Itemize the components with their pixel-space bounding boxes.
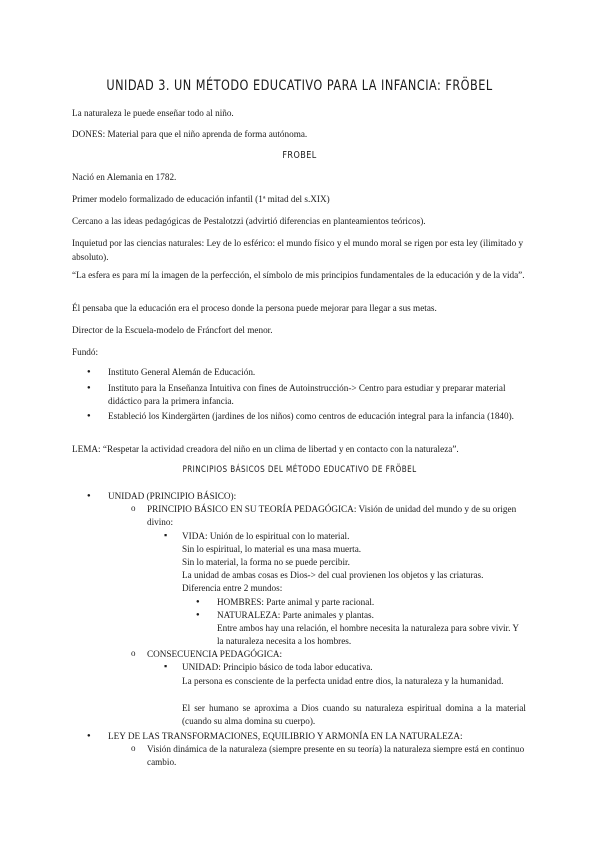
- outline-unidad: ● UNIDAD (PRINCIPIO BÁSICO):: [108, 490, 528, 503]
- naturaleza-note: Entre ambos hay una relación, el hombre necesita la naturaleza para sobre vivir. Y la naturaleza necesita a los hombres.: [217, 623, 519, 647]
- bio-line: Nació en Alemania en 1782.: [72, 172, 177, 182]
- page-title: UNIDAD 3. UN MÉTODO EDUCATIVO PARA LA INFANCIA: FRÖBEL: [106, 78, 493, 94]
- bio-line: Primer modelo formalizado de educación infantil (1ª mitad del s.XIX): [72, 194, 330, 204]
- outline-consecuencia: o CONSECUENCIA PEDAGÓGICA:: [147, 648, 527, 661]
- fundo-label: Fundó:: [72, 347, 99, 357]
- bio-line: Inquietud por las ciencias naturales: Ley de lo esférico: el mundo físico y el mundo moral se rigen por esta ley (ilimitado y absoluto).: [72, 238, 524, 262]
- vida-line: Diferencia entre 2 mundos:: [182, 583, 283, 593]
- fundo-item: ● Estableció los Kindergärten (jardines de los niños) como centros de educación integral para la infancia (1840).: [108, 410, 528, 423]
- intro-line: DONES: Material para que el niño aprenda de forma autónoma.: [72, 129, 308, 139]
- bio-line: Director de la Escuela-modelo de Fráncfort del menor.: [72, 325, 273, 335]
- vida-line: Sin lo material, la forma no se puede percibir.: [182, 557, 350, 567]
- outline-naturaleza: ● NATURALEZA: Parte animales y plantas.: [217, 609, 527, 622]
- outline-vida: ▪ VIDA: Unión de lo espiritual con lo material.: [182, 530, 522, 543]
- fundo-item: ● Instituto General Alemán de Educación.: [108, 366, 528, 379]
- outline-ley: ● LEY DE LAS TRANSFORMACIONES, EQUILIBRIO Y ARMONÍA EN LA NATURALEZA:: [108, 730, 528, 743]
- bio-line: Cercano a las ideas pedagógicas de Pestalotzzi (advirtió diferencias en planteamientos teóricos).: [72, 216, 426, 226]
- vida-line: Sin lo espiritual, lo material es una masa muerta.: [182, 544, 362, 554]
- vida-line: La unidad de ambas cosas es Dios-> del cual provienen los objetos y las criaturas.: [182, 570, 484, 580]
- section-heading-principios: PRINCIPIOS BÁSICOS DEL MÉTODO EDUCATIVO DE FRÖBEL: [182, 465, 417, 475]
- unidad2-line: El ser humano se aproxima a Dios cuando su naturaleza espiritual domina a la material (cuando su alma domina su cuerpo).: [182, 703, 526, 727]
- outline-principio: o PRINCIPIO BÁSICO EN SU TEORÍA PEDAGÓGICA: Visión de unidad del mundo y de su origen divino:: [147, 503, 527, 530]
- fundo-item: ● Instituto para la Enseñanza Intuitiva con fines de Autoinstrucción-> Centro para estudiar y preparar material didáctico para la primera infancia.: [108, 382, 528, 409]
- bio-line: Él pensaba que la educación era el proceso donde la persona puede mejorar para llegar a sus metas.: [72, 303, 437, 313]
- outline-hombres: ● HOMBRES: Parte animal y parte racional.: [217, 596, 527, 609]
- outline-vision: o Visión dinámica de la naturaleza (siempre presente en su teoría) la naturaleza siempre está en continuo cambio.: [147, 743, 527, 770]
- intro-line: La naturaleza le puede enseñar todo al niño.: [72, 108, 234, 118]
- outline-unidad2: ▪ UNIDAD: Principio básico de toda labor educativa.: [182, 661, 522, 674]
- unidad2-line: La persona es consciente de la perfecta unidad entre dios, la naturaleza y la humanidad.: [182, 676, 504, 686]
- lema: LEMA: “Respetar la actividad creadora del niño en un clima de libertad y en contacto con la naturaleza”.: [72, 444, 459, 454]
- section-heading-frobel: FRÖBEL: [282, 150, 317, 161]
- bio-quote: “La esfera es para mí la imagen de la perfección, el símbolo de mis principios fundamentales de la educación y de la vida”.: [72, 270, 525, 280]
